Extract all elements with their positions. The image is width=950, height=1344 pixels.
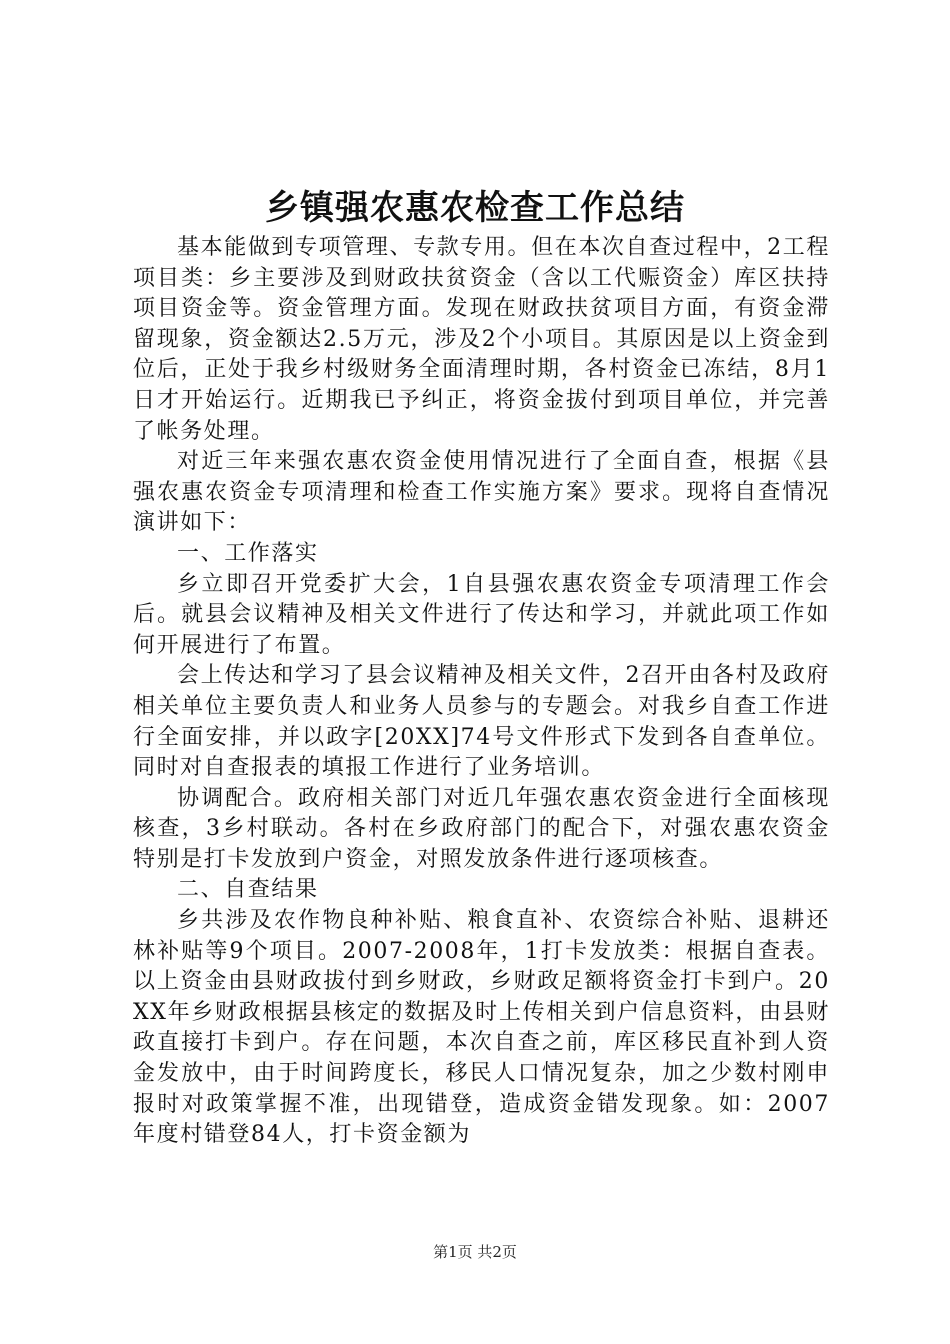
paragraph: 基本能做到专项管理、专款专用。但在本次自查过程中，2工程项目类：乡主要涉及到财政扶贫资金（含以工代赈资金）库区扶持项目资金等。资金管理方面。发现在财政扶贫项目方面，有资金滞留现象，资金额达2.5万元，涉及2个小项目。其原因是以上资金到位后，正处于我乡村级财务全面清理时期，各村资金已冻结，8月1日才开始运行。近期我已予纠正，将资金拔付到项目单位，并完善了帐务处理。 [133, 235, 830, 444]
paragraph: 乡共涉及农作物良种补贴、粮食直补、农资综合补贴、退耕还林补贴等9个项目。2007-2008年，1打卡发放类：根据自查表。以上资金由县财政拔付到乡财政，乡财政足额将资金打卡到户。20XX年乡财政根据县核定的数据及时上传相关到户信息资料，由县财政直接打卡到户。存在问题，本次自查之前，库区移民直补到人资金发放中，由于时间跨度长，移民人口情况复杂，加之少数村刚申报时对政策掌握不准，出现错登，造成资金错发现象。如：2007年度村错登84人，打卡资金额为 [133, 908, 830, 1148]
section-heading: 二、自查结果 [177, 877, 319, 903]
paragraph: 对近三年来强农惠农资金使用情况进行了全面自查，根据《县强农惠农资金专项清理和检查工作实施方案》要求。现将自查情况演讲如下： [133, 449, 830, 536]
paragraph: 协调配合。政府相关部门对近几年强农惠农资金进行全面核现核查，3乡村联动。各村在乡政府部门的配合下，对强农惠农资金特别是打卡发放到户资金，对照发放条件进行逐项核查。 [133, 785, 830, 872]
document-body [133, 233, 830, 1151]
paragraph: 会上传达和学习了县会议精神及相关文件，2召开由各村及政府相关单位主要负责人和业务人员参与的专题会。对我乡自查工作进行全面安排，并以政字[20XX]74号文件形式下发到各自查单位。同时对自查报表的填报工作进行了业务培训。 [133, 663, 830, 781]
paragraph: 乡立即召开党委扩大会，1自县强农惠农资金专项清理工作会后。就县会议精神及相关文件进行了传达和学习，并就此项工作如何开展进行了布置。 [133, 571, 830, 658]
document-title: 乡镇强农惠农检查工作总结 [265, 188, 685, 228]
section-heading: 一、工作落实 [177, 540, 319, 566]
page-footer: 第1页 共2页 [433, 1243, 517, 1261]
